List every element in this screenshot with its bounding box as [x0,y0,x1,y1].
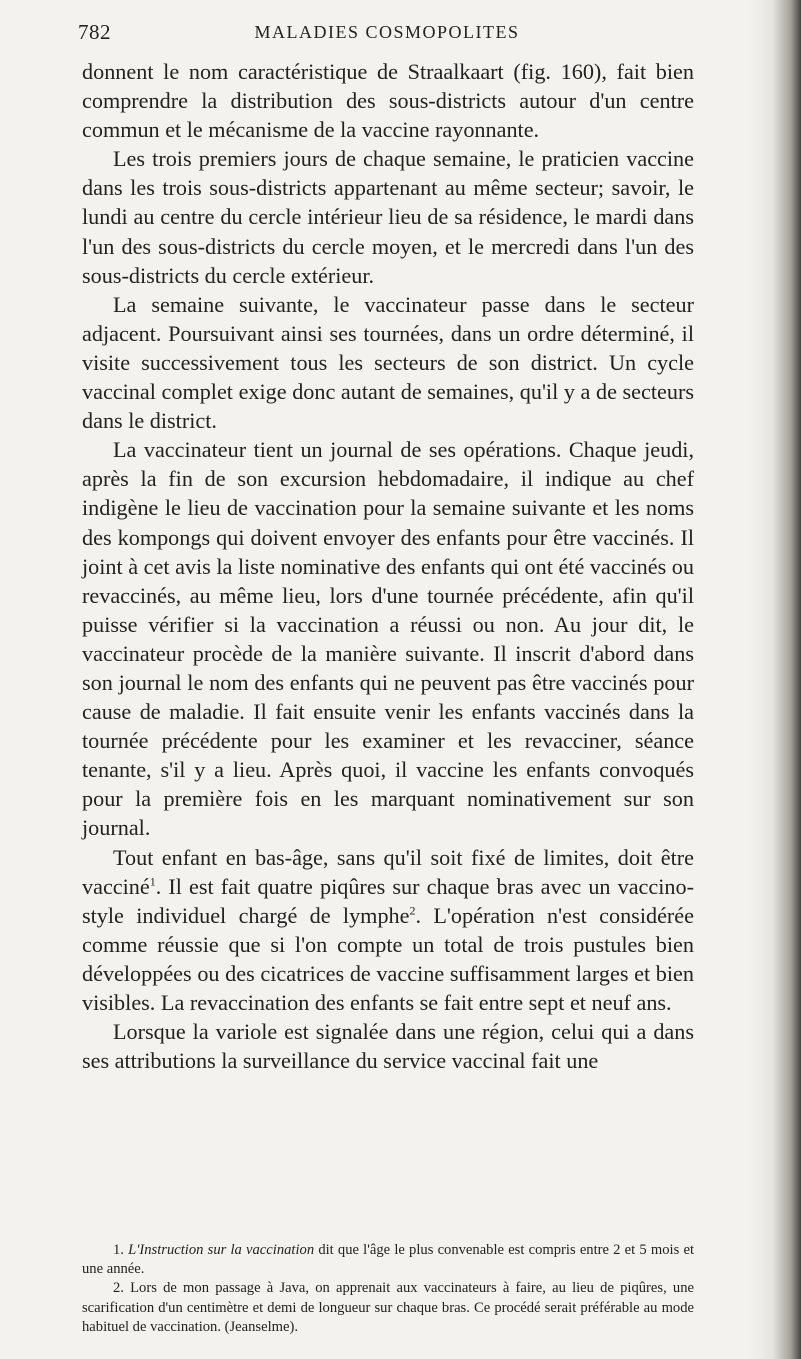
footnote-2 [82,1279,694,1337]
footnote-title: L'Instruction sur la vaccination [128,1242,315,1258]
page-edge-shadow [749,0,801,1359]
footnotes [82,1241,694,1337]
body-text [82,57,694,1075]
page-number: 782 [78,20,111,44]
footnote-text: dit que l'âge le plus convenable est compris entre 2 et 5 mois et une année. [82,1242,695,1278]
paragraph: donnent le nom caractéristique de Straalkaart (fig. 160), fait bien comprendre la distribution des sous-districts autour d'un centre commun et le mécanisme de la vaccine rayonnante. [82,59,694,143]
footnote-1 [82,1241,694,1279]
footnote-number: 2. [113,1280,124,1297]
paragraph-text: . L'opération n'est considérée comme réussie que si l'on compte un total de trois pustules bien développées ou des cicatrices de vaccine suffisamment larges et bien visibles. La revaccination des enfants se fait entre sept et neuf ans. [82,902,695,1015]
running-title: MALADIES COSMOPOLITES [254,22,520,42]
footnote-text: Lors de mon passage à Java, on apprenait aux vaccinateurs à faire, au lieu de piqûres, une scarification d'un centimètre et demi de longueur sur chaque bras. Ce procédé serait préférable au mode habituel de vaccination. (Jeanselme). [82,1280,694,1335]
paragraph: Les trois premiers jours de chaque semaine, le praticien vaccine dans les trois sous-districts appartenant au même secteur; savoir, le lundi au centre du cercle intérieur lieu de sa résidence, le mardi dans l'un des sous-districts du cercle moyen, et le mercredi dans l'un des sous-districts du cercle extérieur. [82,146,694,288]
footnote-number: 1. [113,1242,124,1258]
paragraph: La vaccinateur tient un journal de ses opérations. Chaque jeudi, après la fin de son excursion hebdomadaire, il indique au chef indigène le lieu de vaccination pour la semaine suivante et les noms des kompongs qui doivent envoyer des enfants pour être vaccinés. Il joint à cet avis la liste nominative des enfants qui ont été vaccinés ou revaccinés, au même lieu, lors d'une tournée précédente, afin qu'il puisse vérifier si la vaccination a réussi ou non. Au jour dit, le vaccinateur procède de la manière suivante. Il inscrit d'abord dans son journal le nom des enfants qui ne peuvent pas être vaccinés pour cause de maladie. Il fait ensuite venir les enfants vaccinés dans la tournée précédente pour les examiner et les revacciner, séance tenante, s'il y a lieu. Après quoi, il vaccine les enfants convoqués pour la première fois en les marquant nominativement sur son journal. [82,437,694,841]
paragraph [82,843,694,1018]
paragraph: Lorsque la variole est signalée dans une région, celui qui a dans ses attributions la surveillance du service vaccinal fait une [82,1019,694,1074]
paragraph-text: Tout enfant en bas-âge, sans qu'il soit fixé de limites, doit être vacciné [82,844,694,899]
footnote-ref-1: 1 [149,874,156,889]
footnote-ref-2: 2 [409,903,416,918]
page-header [78,20,696,50]
paragraph-text: . Il est fait quatre piqûres sur chaque bras avec un vaccino-style individuel chargé de lymphe [82,873,694,928]
paragraph: La semaine suivante, le vaccinateur passe dans le secteur adjacent. Poursuivant ainsi ses tournées, dans un ordre déterminé, il visite successivement tous les secteurs de son district. Un cycle vaccinal complet exige donc autant de semaines, qu'il y a de secteurs dans le district. [82,291,694,434]
